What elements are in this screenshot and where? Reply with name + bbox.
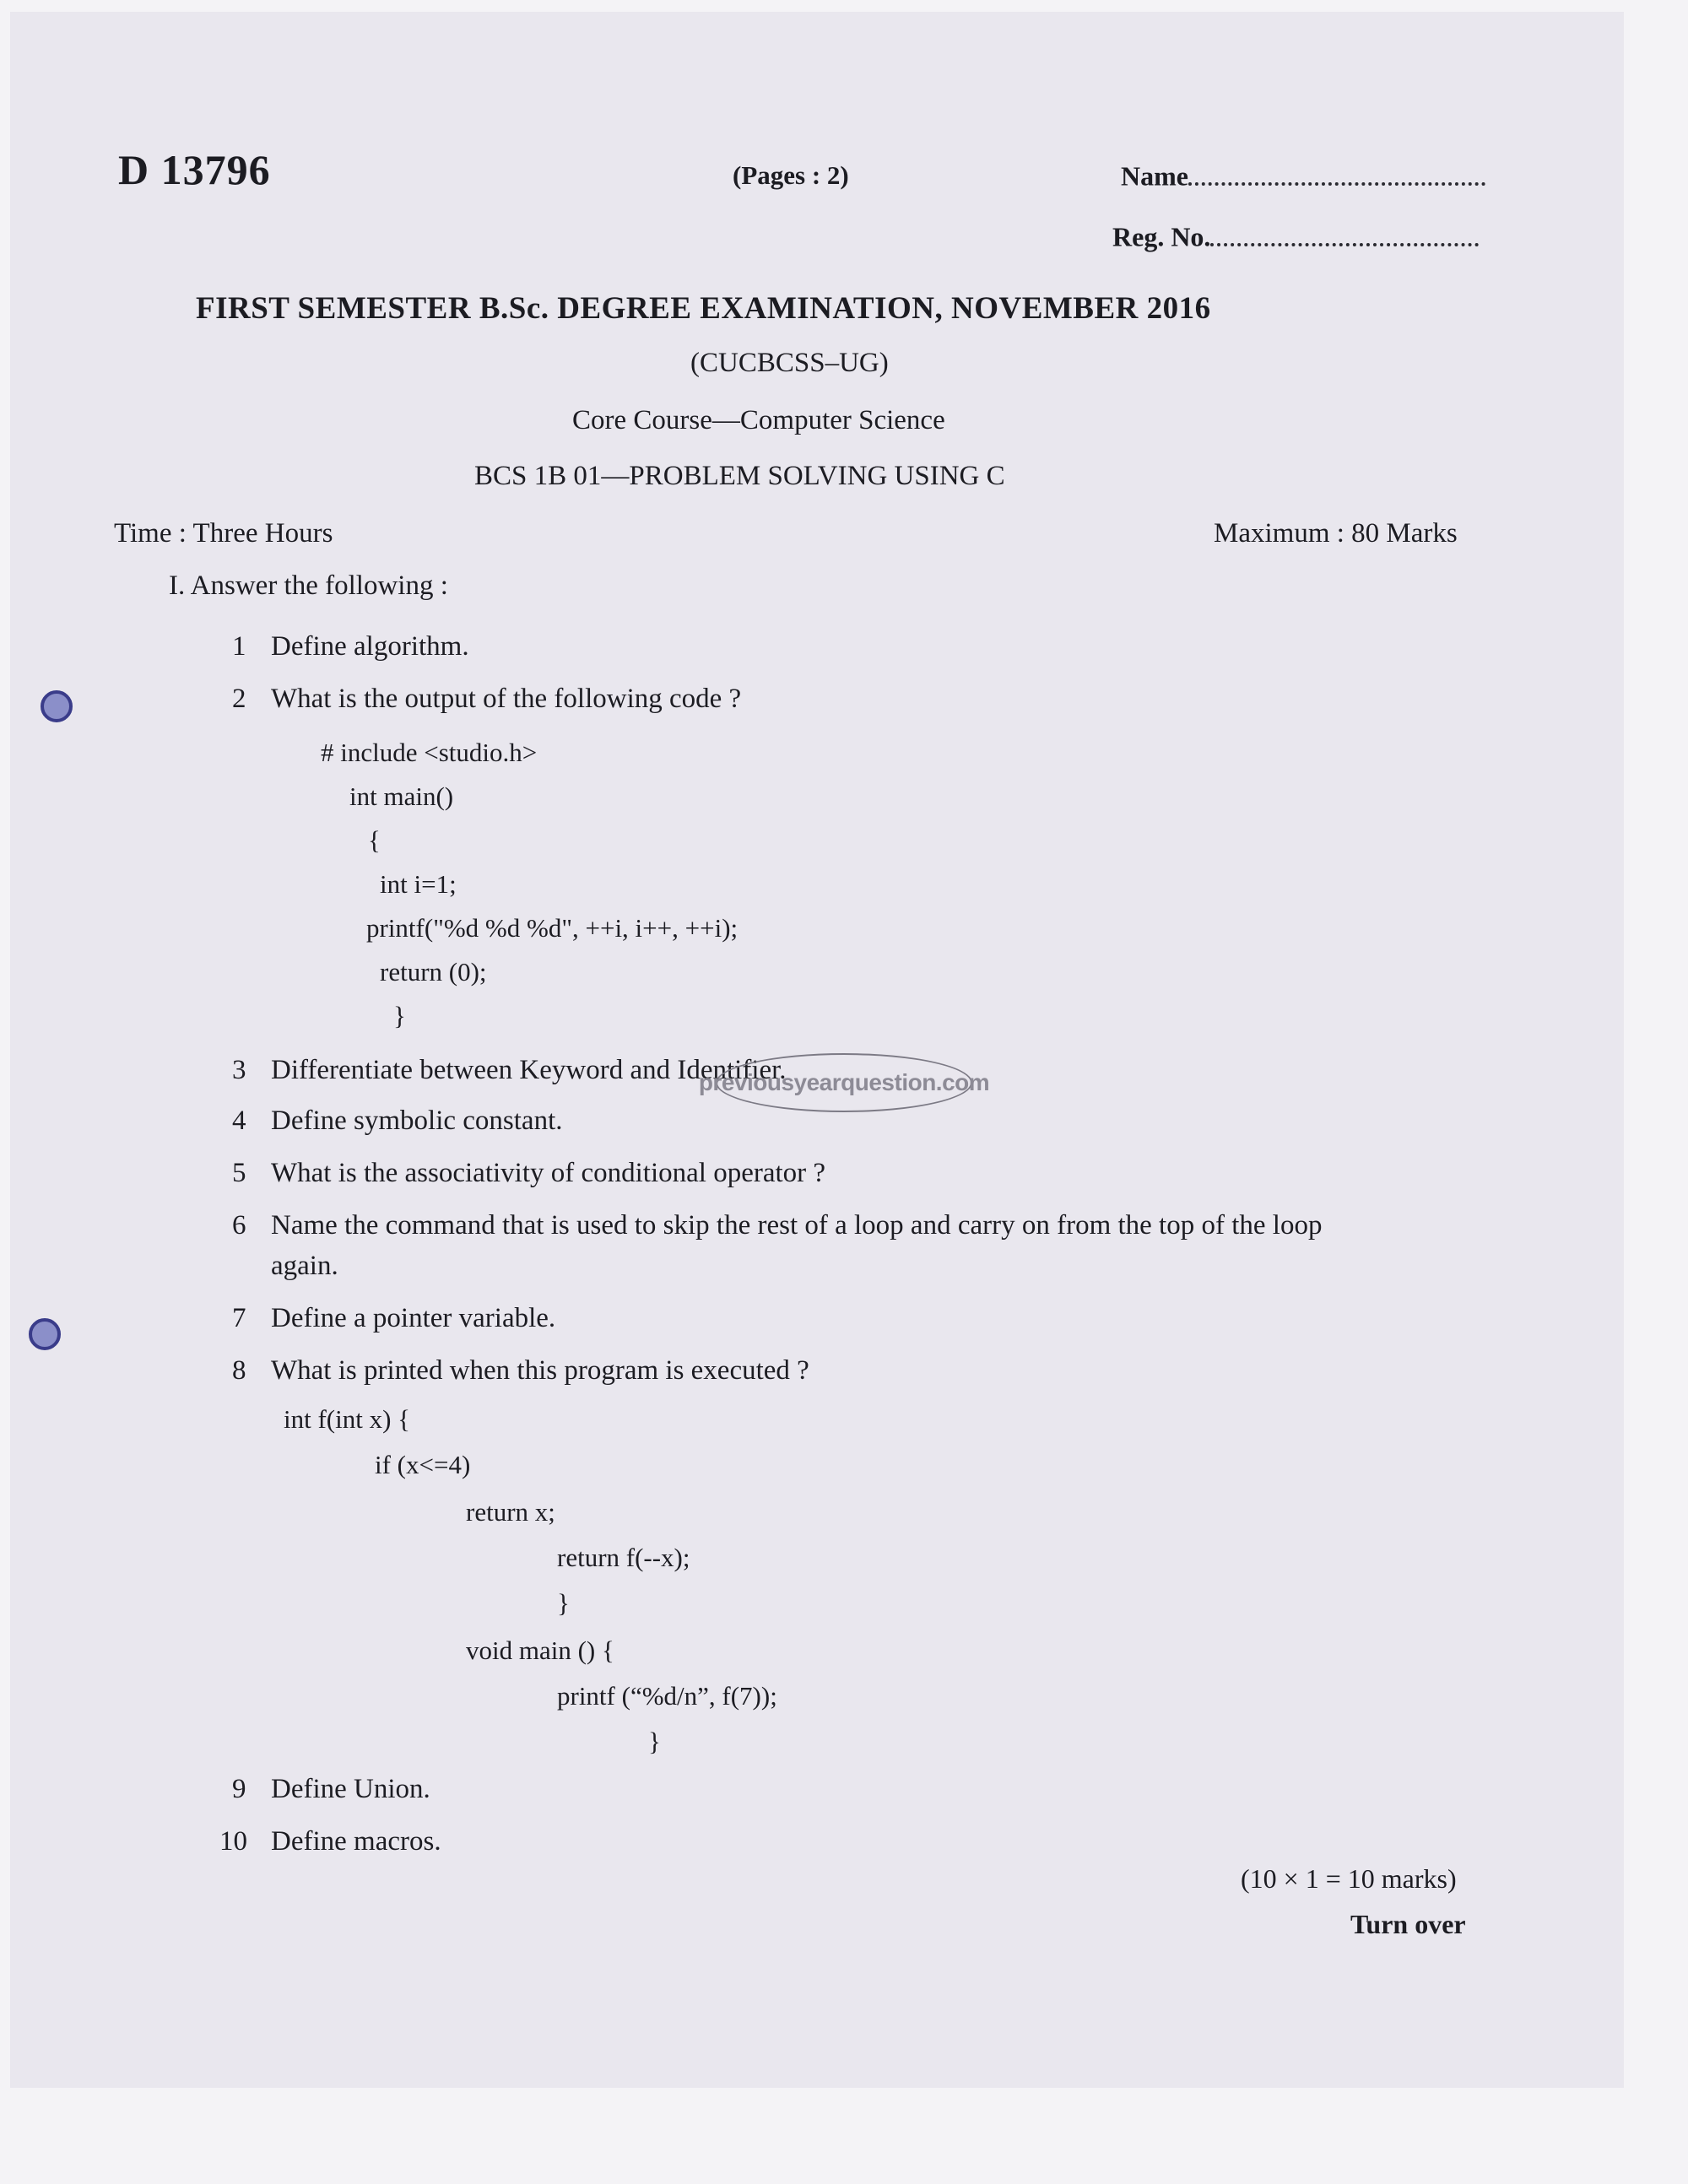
code-line: if (x<=4): [375, 1450, 471, 1479]
code-line: {: [368, 825, 381, 855]
question-text: Define a pointer variable.: [271, 1303, 556, 1333]
section-marks: (10 × 1 = 10 marks): [1241, 1863, 1457, 1894]
question-6-continuation: again.: [271, 1251, 338, 1281]
time-allowed: Time : Three Hours: [114, 518, 333, 549]
question-text: What is printed when this program is executed ?: [271, 1355, 809, 1386]
code-line: int main(): [349, 781, 454, 811]
reg-no-label: Reg. No.: [1112, 221, 1211, 252]
code-line: int f(int x) {: [284, 1404, 411, 1434]
paper-code: D 13796: [118, 146, 271, 193]
question-9: [232, 1774, 430, 1805]
pen-mark-icon: [29, 1318, 61, 1350]
name-blank: [1188, 160, 1485, 186]
code-line: return x;: [466, 1497, 555, 1527]
question-text: Define algorithm.: [271, 631, 469, 662]
question-8: [232, 1355, 809, 1387]
code-line: void main () {: [466, 1635, 614, 1665]
course-name: Core Course—Computer Science: [572, 405, 945, 435]
page-count: (Pages : 2): [733, 160, 849, 190]
question-number: 2: [232, 684, 246, 714]
exam-title: FIRST SEMESTER B.Sc. DEGREE EXAMINATION, NOVEMBER 2016: [196, 291, 1211, 326]
code-line: printf (“%d/n”, f(7));: [557, 1681, 777, 1711]
question-6: [232, 1210, 1322, 1241]
code-line: }: [648, 1727, 661, 1756]
code-line: printf("%d %d %d", ++i, i++, ++i);: [366, 913, 738, 943]
name-field: [1121, 160, 1485, 192]
question-4: [232, 1106, 563, 1137]
question-text: Name the command that is used to skip the rest of a loop and carry on from the top of the loop: [271, 1210, 1323, 1241]
question-10: [219, 1826, 441, 1857]
question-number: 9: [232, 1774, 246, 1804]
question-1: [232, 631, 469, 662]
code-line: int i=1;: [380, 869, 457, 899]
code-line: return (0);: [380, 957, 487, 987]
question-number: 7: [232, 1303, 246, 1333]
question-text: Define Union.: [271, 1774, 430, 1804]
question-7: [232, 1303, 555, 1334]
code-line: }: [557, 1588, 570, 1618]
question-number: 4: [232, 1106, 246, 1136]
pen-mark-icon: [41, 690, 73, 722]
code-line: }: [393, 1001, 406, 1030]
question-5: [232, 1158, 825, 1189]
question-number: 3: [232, 1055, 246, 1085]
section-heading: I. Answer the following :: [169, 570, 448, 601]
reg-no-field: [1112, 221, 1479, 253]
question-2: [232, 684, 741, 715]
paper-title: BCS 1B 01—PROBLEM SOLVING USING C: [474, 461, 1005, 491]
question-text: Define symbolic constant.: [271, 1106, 563, 1136]
question-number: 5: [232, 1158, 246, 1188]
maximum-marks: Maximum : 80 Marks: [1214, 518, 1458, 549]
name-label: Name: [1121, 160, 1188, 192]
exam-scheme: (CUCBCSS–UG): [690, 348, 889, 378]
question-text: What is the associativity of conditional operator ?: [271, 1158, 826, 1188]
code-line: return f(--x);: [557, 1543, 690, 1572]
question-text: Define macros.: [271, 1826, 441, 1857]
question-text: Differentiate between Keyword and Identifier.: [271, 1055, 787, 1085]
question-number: 8: [232, 1355, 246, 1386]
question-text: What is the output of the following code ?: [271, 684, 742, 714]
question-number: 6: [232, 1210, 246, 1241]
reg-no-blank: [1210, 221, 1479, 246]
question-number: 10: [219, 1826, 247, 1857]
watermark-stamp: previousyearquestion.com: [716, 1053, 972, 1112]
turn-over-note: Turn over: [1350, 1909, 1466, 1939]
question-number: 1: [232, 631, 246, 662]
code-line: # include <studio.h>: [321, 738, 538, 767]
